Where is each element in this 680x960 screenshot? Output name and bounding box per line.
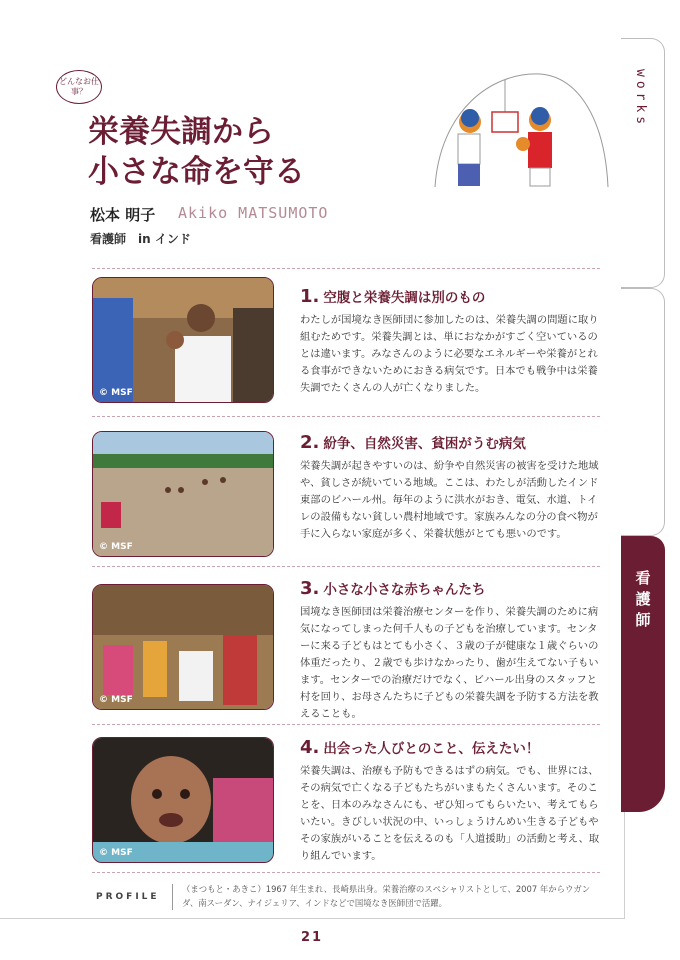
profile-label: PROFILE — [96, 892, 160, 902]
section-4-body: 栄養失調は、治療も予防もできるはずの病気。でも、世界には、その病気で亡くなる子どもたちがいまもたくさんいます。そのことを、日本のみなさんにも、ぜひ知ってもらいたい、考えてもらいたい。きびしい状況の中、いっしょうけんめい生きる子どもやその家族がいることを伝えるのも「人道援助」の活動と考え、取り組んでいます。 — [300, 765, 600, 862]
page-number: 21 — [300, 930, 324, 945]
section-2-title: 紛争、自然災害、貧困がうむ病気 — [323, 436, 526, 452]
profile-text: （まつもと・あきこ）1967 年生まれ、長崎県出身。栄養治療のスペシャリストとして、2007 年からウガンダ、南スーダン、ナイジェリア、インドなどで国境なき医師団で活躍。 — [182, 884, 591, 908]
section-4 — [300, 737, 600, 865]
page-title — [88, 112, 305, 192]
profile-separator — [172, 884, 173, 910]
section-2-heading — [300, 432, 600, 453]
section-2-body: 栄養失調が起きやすいのは、紛争や自然災害の被害を受けた地域や、貧しさが続いている地域。ここは、わたしが活動したインド東部のビハール州。毎年のように洪水がおき、電気、水道、トイレの設備もない貧しい農村地域です。家族みんなの分の食べ物が手に入らない家庭が多く、栄養状態がとても悪いのです。 — [300, 460, 599, 540]
title-line-1: 栄養失調から — [88, 114, 274, 150]
nurse-illustration — [430, 52, 610, 192]
section-1-title: 空腹と栄養失調は別のもの — [323, 290, 486, 306]
tab-works-label: works — [633, 69, 648, 129]
author-role: 看護師 in インド — [90, 232, 191, 246]
tab-nurse-label: 看護師 — [635, 569, 651, 629]
divider — [92, 268, 600, 269]
photo-credit-1: © MSF — [99, 388, 133, 398]
tab-works[interactable] — [621, 38, 665, 288]
photo-children — [92, 584, 274, 710]
section-3-title: 小さな小さな赤ちゃんたち — [323, 582, 486, 598]
section-1-number: 1. — [300, 286, 320, 307]
section-4-title: 出会った人びとのこと、伝えたい！ — [323, 741, 540, 757]
photo-credit-4: © MSF — [99, 848, 133, 858]
section-1-heading — [300, 286, 600, 307]
photo-nurse-with-child — [92, 277, 274, 403]
divider — [92, 872, 600, 873]
author-name-ja: 松本 明子 — [90, 206, 156, 224]
section-2-number: 2. — [300, 432, 320, 453]
section-3-number: 3. — [300, 578, 320, 599]
author-name-en: Akiko MATSUMOTO — [178, 204, 329, 222]
divider — [92, 416, 600, 417]
divider — [92, 566, 600, 567]
photo-smiling-baby — [92, 737, 274, 863]
tab-nurse[interactable] — [621, 536, 665, 812]
title-line-2: 小さな命を守る — [88, 154, 305, 190]
section-3-body: 国境なき医師団は栄養治療センターを作り、栄養失調のために病気になってしまった何千人もの子どもを治療しています。センターに来る子どもはとても小さく、３歳の子が健康な１歳ぐらいの体重だったり、２歳でも歩けなかったり、歯が生えてない子もいます。センターでの治療だけでなく、ビハール出身のスタッフと村を回り、お母さんたちに子どもの栄養失調を予防する方法を教えることも。 — [300, 606, 599, 720]
section-1-body: わたしが国境なき医師団に参加したのは、栄養失調の問題に取り組むためです。栄養失調とは、単におなかがすごく空いているのとは違います。みなさんのように必要なエネルギーや栄養がとれる食事ができないためにおきる病気です。日本でも戦争中は栄養失調でたくさんの人が亡くなりました。 — [300, 314, 599, 394]
section-2 — [300, 432, 600, 543]
section-3-heading — [300, 578, 600, 599]
section-4-number: 4. — [300, 737, 320, 758]
section-3 — [300, 578, 600, 723]
divider — [92, 724, 600, 725]
photo-credit-2: © MSF — [99, 542, 133, 552]
photo-flood — [92, 431, 274, 557]
section-1 — [300, 286, 600, 397]
photo-credit-3: © MSF — [99, 695, 133, 705]
section-4-heading — [300, 737, 600, 758]
tab-blank[interactable] — [621, 288, 665, 536]
job-badge: どんなお仕事？ — [56, 70, 102, 104]
